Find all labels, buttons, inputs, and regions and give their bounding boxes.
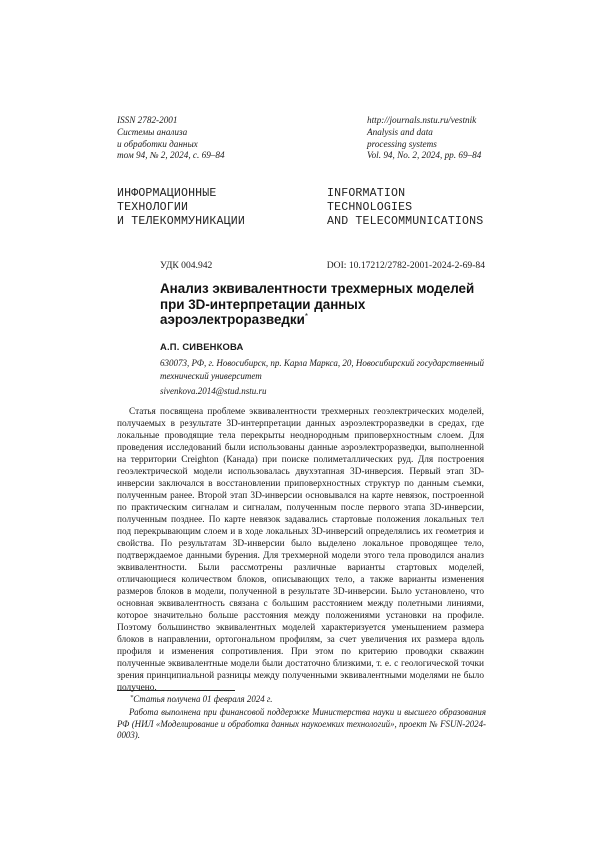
doi: DOI: 10.17212/2782-2001-2024-2-69-84: [326, 260, 485, 271]
abstract: [117, 406, 484, 694]
section-rubric-en: [327, 187, 547, 228]
footnote-received: [130, 694, 490, 706]
journal-header-ru: [117, 115, 317, 162]
title-line1: Анализ эквивалентности трехмерных моделей: [160, 281, 475, 296]
rubric-en-line1: INFORMATION: [327, 187, 406, 200]
volume-en: Vol. 94, No. 2, 2024, pp. 69–84: [367, 150, 482, 161]
issn: ISSN 2782-2001: [117, 115, 178, 125]
journal-url: http://journals.nstu.ru/vestnik: [367, 115, 477, 125]
journal-header-en: [367, 115, 567, 162]
journal-name-ru-line2: и обработки данных: [117, 138, 198, 149]
journal-name-en-line1: Analysis and data: [367, 126, 433, 137]
title-footnote-mark: *: [304, 312, 308, 322]
journal-name-ru-line1: Системы анализа: [117, 126, 188, 137]
footnote-funding: [117, 707, 486, 742]
title-line2: при 3D-интерпретации данных: [160, 296, 366, 312]
author-email[interactable]: sivenkova.2014@stud.nstu.ru: [160, 386, 267, 396]
rubric-en-line3: AND TELECOMMUNICATIONS: [327, 214, 484, 228]
rubric-ru-line2: ТЕХНОЛОГИИ: [117, 200, 189, 214]
udk: УДК 004.942: [160, 260, 213, 271]
footnote-funding-text: Работа выполнена при финансовой поддержке Министерства науки и высшего образования РФ (НИЛ «Моделирование и обработка данных наукоемких технологий», проект № FSUN-2024-0003).: [117, 707, 486, 741]
title-line3: аэроэлектроразведки*: [160, 312, 308, 328]
footnote-divider: [117, 690, 235, 691]
author-name: А.П. СИВЕНКОВА: [160, 341, 244, 352]
rubric-ru-line1: ИНФОРМАЦИОННЫЕ: [117, 187, 217, 200]
footnote-mark: *: [130, 694, 134, 701]
section-rubric-ru: [117, 187, 337, 228]
journal-name-en-line2: processing systems: [367, 138, 437, 149]
rubric-en-line2: TECHNOLOGIES: [327, 200, 413, 214]
volume-ru: том 94, № 2, 2024, с. 69–84: [117, 150, 225, 161]
author-affiliation: 630073, РФ, г. Новосибирск, пр. Карла Маркса, 20, Новосибирский государственный технический университет: [160, 358, 484, 381]
rubric-ru-line3: И ТЕЛЕКОММУНИКАЦИИ: [117, 214, 245, 228]
abstract-text: Статья посвящена проблеме эквивалентности трехмерных геоэлектрических моделей, получаемых в результате 3D-интерпретации данных аэроэлектроразведки в средах, где локальные проводящие тела перекрыты неоднородным приповерхностным слоем. Для проведения исследований были использованы данные аэроэлектроразведки, выполненной на территории Creighton (Канада) при поиске полиметаллических руд. Для построения геоэлектрической модели использовалась двухэтапная 3D-инверсия. Первый этап 3D-инверсии заключался в восстановлении приповерхностных структур по данным съемки, полученным ранее. Второй этап 3D-инверсии основывался на карте невязок, построенной по практическим сигналам и сигналам, полученным после первого этапа 3D-инверсии, полученным позднее. По карте невязок задавались стартовые положения локальных тел под перекрывающим слоем и в ходе локальных 3D-инверсий определялись их геометрия и свойства. По результатам 3D-инверсии было выделено локальное проводящее тело, подтверждаемое данными бурения. Для трехмерной модели этого тела проводился анализ эквивалентности. Были рассмотрены различные варианты стартовых моделей, отличающиеся количеством блоков, описывающих тело, а также варианты изменения размеров блоков в модели, полученной в результате 3D-инверсии. Было установлено, что основная эквивалентность связана с большим расстоянием между полетными линиями, которое значительно больше расстояния между положениями установки на профиле. Поэтому большинство эквивалентных моделей характеризуется уменьшением размера блоков в направлении, ортогональном профилям, за счет увеличения их размера вдоль профиля и изменения сопротивления. При этом по критерию проводки скважин полученные эквивалентные модели были достаточно близкими, т. е. с геологической точки зрения принципиальной разницы между полученными эквивалентными моделями не было получено.: [117, 407, 484, 694]
footnote-received-text: Статья получена 01 февраля 2024 г.: [133, 694, 273, 704]
article-title: [160, 281, 490, 328]
